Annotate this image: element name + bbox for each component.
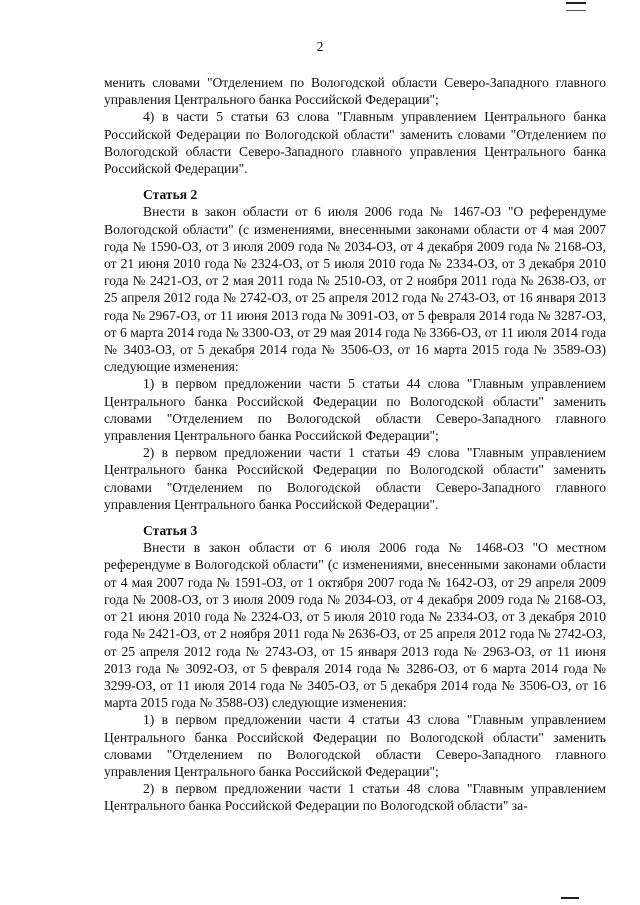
scan-mark-bottom — [561, 897, 579, 903]
paragraph: 2) в первом предложении части 1 статьи 48 слова "Главным управлением Центрального банка Российской Федерации по Вологодской области" за- — [104, 781, 606, 814]
article-heading: Статья 2 — [143, 187, 198, 203]
paragraph: Внести в закон области от 6 июля 2006 года № 1467-ОЗ "О референдуме Вологодской области" (с изменениями, внесенными законами области от 4 мая 2007 года № 1590-ОЗ, от 3 июля 2009 года № 2034-ОЗ, от 4 декабря 2009 года № 2168-ОЗ, от 21 июня 2010 года № 2324-ОЗ, от 5 июля 2010 года № 2334-ОЗ, от 3 декабря 2010 года № 2421-ОЗ, от 2 мая 2011 года № 2510-ОЗ, от 2 ноября 2011 года № 2638-ОЗ, от 25 апреля 2012 года № 2742-ОЗ, от 25 апреля 2012 года № 2743-ОЗ, от 16 января 2013 года № 2967-ОЗ, от 11 июня 2013 года № 3091-ОЗ, от 5 февраля 2014 года № 3287-ОЗ, от 6 марта 2014 года № 3300-ОЗ, от 29 мая 2014 года № 3366-ОЗ, от 11 июля 2014 года № 3403-ОЗ, от 5 декабря 2014 года № 3506-ОЗ, от 16 марта 2015 года № 3589-ОЗ) следующие изменения: — [104, 204, 606, 375]
paragraph: Внести в закон области от 6 июля 2006 года № 1468-ОЗ "О местном референдуме в Вологодской области" (с изменениями, внесенными законами области от 4 мая 2007 года № 1591-ОЗ, от 1 октября 2007 года № 1642-ОЗ, от 29 апреля 2009 года № 2008-ОЗ, от 3 июля 2009 года № 2034-ОЗ, от 4 декабря 2009 года № 2168-ОЗ, от 21 июня 2010 года № 2324-ОЗ, от 5 июля 2010 года № 2334-ОЗ, от 3 декабря 2010 года № 2421-ОЗ, от 2 ноября 2011 года № 2636-ОЗ, от 25 апреля 2012 года № 2742-ОЗ, от 25 апреля 2012 года № 2743-ОЗ, от 15 января 2013 года № 2963-ОЗ, от 11 июня 2013 года № 3092-ОЗ, от 5 февраля 2014 года № 3286-ОЗ, от 6 марта 2014 года № 3299-ОЗ, от 11 июля 2014 года № 3405-ОЗ, от 5 декабря 2014 года № 3506-ОЗ, от 16 марта 2015 года № 3588-ОЗ) следующие изменения: — [104, 540, 606, 711]
document-body — [104, 74, 606, 815]
paragraph: 2) в первом предложении части 1 статьи 49 слова "Главным управлением Центрального банка Российской Федерации по Вологодской области" заменить словами "Отделением по Вологодской области Северо-Западного главного управления Центрального банка Российской Федерации". — [104, 445, 606, 512]
page-number: 2 — [316, 39, 324, 54]
paragraph: 4) в части 5 статьи 63 слова "Главным управлением Центрального банка Российской Федерации по Вологодской области" заменить словами "Отделением по Вологодской области Северо-Западного главного управления Центрального банка Российской Федерации". — [104, 109, 606, 177]
paragraph: менить словами "Отделением по Вологодской области Северо-Западного главного управления Центрального банка Российской Федерации"; — [104, 75, 606, 108]
article-heading: Статья 3 — [143, 523, 198, 539]
scan-mark-top — [566, 2, 586, 11]
paragraph: 1) в первом предложении части 4 статьи 43 слова "Главным управлением Центрального банка Российской Федерации по Вологодской области" заменить словами "Отделением по Вологодской области Северо-Западного главного управления Центрального банка Российской Федерации"; — [104, 712, 606, 779]
paragraph: 1) в первом предложении части 5 статьи 44 слова "Главным управлением Центрального банка Российской Федерации по Вологодской области" заменить словами "Отделением по Вологодской области Северо-Западного главного управления Центрального банка Российской Федерации"; — [104, 376, 606, 444]
